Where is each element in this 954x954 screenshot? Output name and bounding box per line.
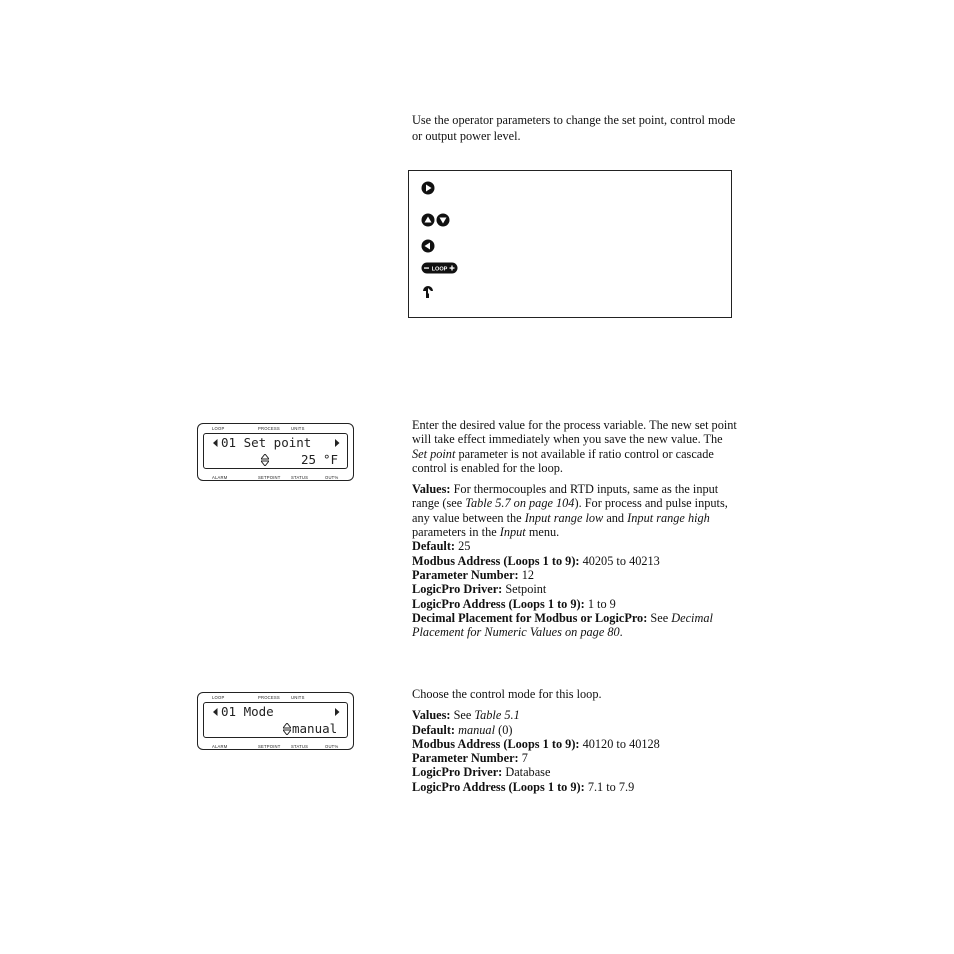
lcd-unit: °F: [323, 452, 339, 467]
lcd-label-status: STATUS: [291, 475, 309, 480]
lcd-display-mode: [197, 692, 354, 750]
loop-key-icon: [421, 262, 459, 274]
mode-lp-address: LogicPro Address (Loops 1 to 9): 7.1 to 7.9: [412, 779, 635, 794]
setpoint-param: Parameter Number: 12: [412, 567, 535, 582]
lcd-display-setpoint: [197, 423, 354, 481]
lcd-updown-icon: [283, 723, 291, 735]
lcd-right-arrow-icon: [335, 708, 340, 716]
lcd-label-setpoint: SETPOINT: [258, 475, 281, 480]
mode-default: Default: manual (0): [412, 722, 513, 737]
lcd-label-setpoint: SETPOINT: [258, 744, 281, 749]
lcd-value: manual: [292, 721, 338, 736]
lcd-label-alarm: ALARM: [212, 744, 228, 749]
mode-values: Values: See Table 5.1: [412, 708, 520, 723]
lcd-label-units: UNITS: [291, 695, 305, 700]
lcd-label-loop: LOOP: [212, 695, 225, 700]
lcd-right-arrow-icon: [335, 439, 340, 447]
lcd-label-out: OUT%: [325, 744, 339, 749]
lcd-label-process: PROCESS: [258, 426, 280, 431]
back-key-icon: [421, 283, 435, 299]
left-arrow-key-icon: [421, 239, 435, 253]
setpoint-values: Values: For thermocouples and RTD inputs, same as the input range (see Table 5.7 on page 104). For process and pulse inputs, any value between the Input range low and Input range high parameters in the Input menu.: [412, 482, 728, 540]
setpoint-lp-address: LogicPro Address (Loops 1 to 9): 1 to 9: [412, 596, 616, 611]
up-down-arrow-keys-icon: [421, 213, 451, 227]
right-arrow-key-icon: [421, 181, 435, 195]
lcd-line1: 01 Set point: [221, 435, 312, 450]
lcd-left-arrow-icon: [213, 439, 218, 447]
setpoint-modbus: Modbus Address (Loops 1 to 9): 40205 to 40213: [412, 553, 660, 568]
lcd-label-alarm: ALARM: [212, 475, 228, 480]
mode-modbus: Modbus Address (Loops 1 to 9): 40120 to 40128: [412, 736, 660, 751]
setpoint-description: Enter the desired value for the process variable. The new set point will take effect immediately when you save the new value. The Set point parameter is not available if ratio control or cascade control is enabled for the loop.: [412, 418, 737, 475]
lcd-label-process: PROCESS: [258, 695, 280, 700]
lcd-label-units: UNITS: [291, 426, 305, 431]
setpoint-default: Default: 25: [412, 539, 471, 554]
intro-text: Use the operator parameters to change the set point, control mode or output power level.: [412, 113, 736, 143]
lcd-line1: 01 Mode: [221, 704, 274, 719]
setpoint-decimal: Decimal Placement for Modbus or LogicPro: See Decimal Placement for Numeric Values on page 80.: [412, 610, 713, 640]
key-legend-box: [408, 170, 732, 318]
mode-param: Parameter Number: 7: [412, 751, 528, 766]
mode-section: [412, 687, 738, 794]
lcd-label-status: STATUS: [291, 744, 309, 749]
setpoint-driver: LogicPro Driver: Setpoint: [412, 582, 547, 597]
loop-key-label: LOOP: [431, 266, 448, 273]
lcd-updown-icon: [261, 454, 269, 466]
lcd-left-arrow-icon: [213, 708, 218, 716]
mode-driver: LogicPro Driver: Database: [412, 765, 551, 780]
mode-description: Choose the control mode for this loop.: [412, 687, 602, 701]
setpoint-section: [412, 418, 738, 639]
lcd-value: 25: [301, 452, 317, 467]
lcd-label-out: OUT%: [325, 475, 339, 480]
lcd-label-loop: LOOP: [212, 426, 225, 431]
